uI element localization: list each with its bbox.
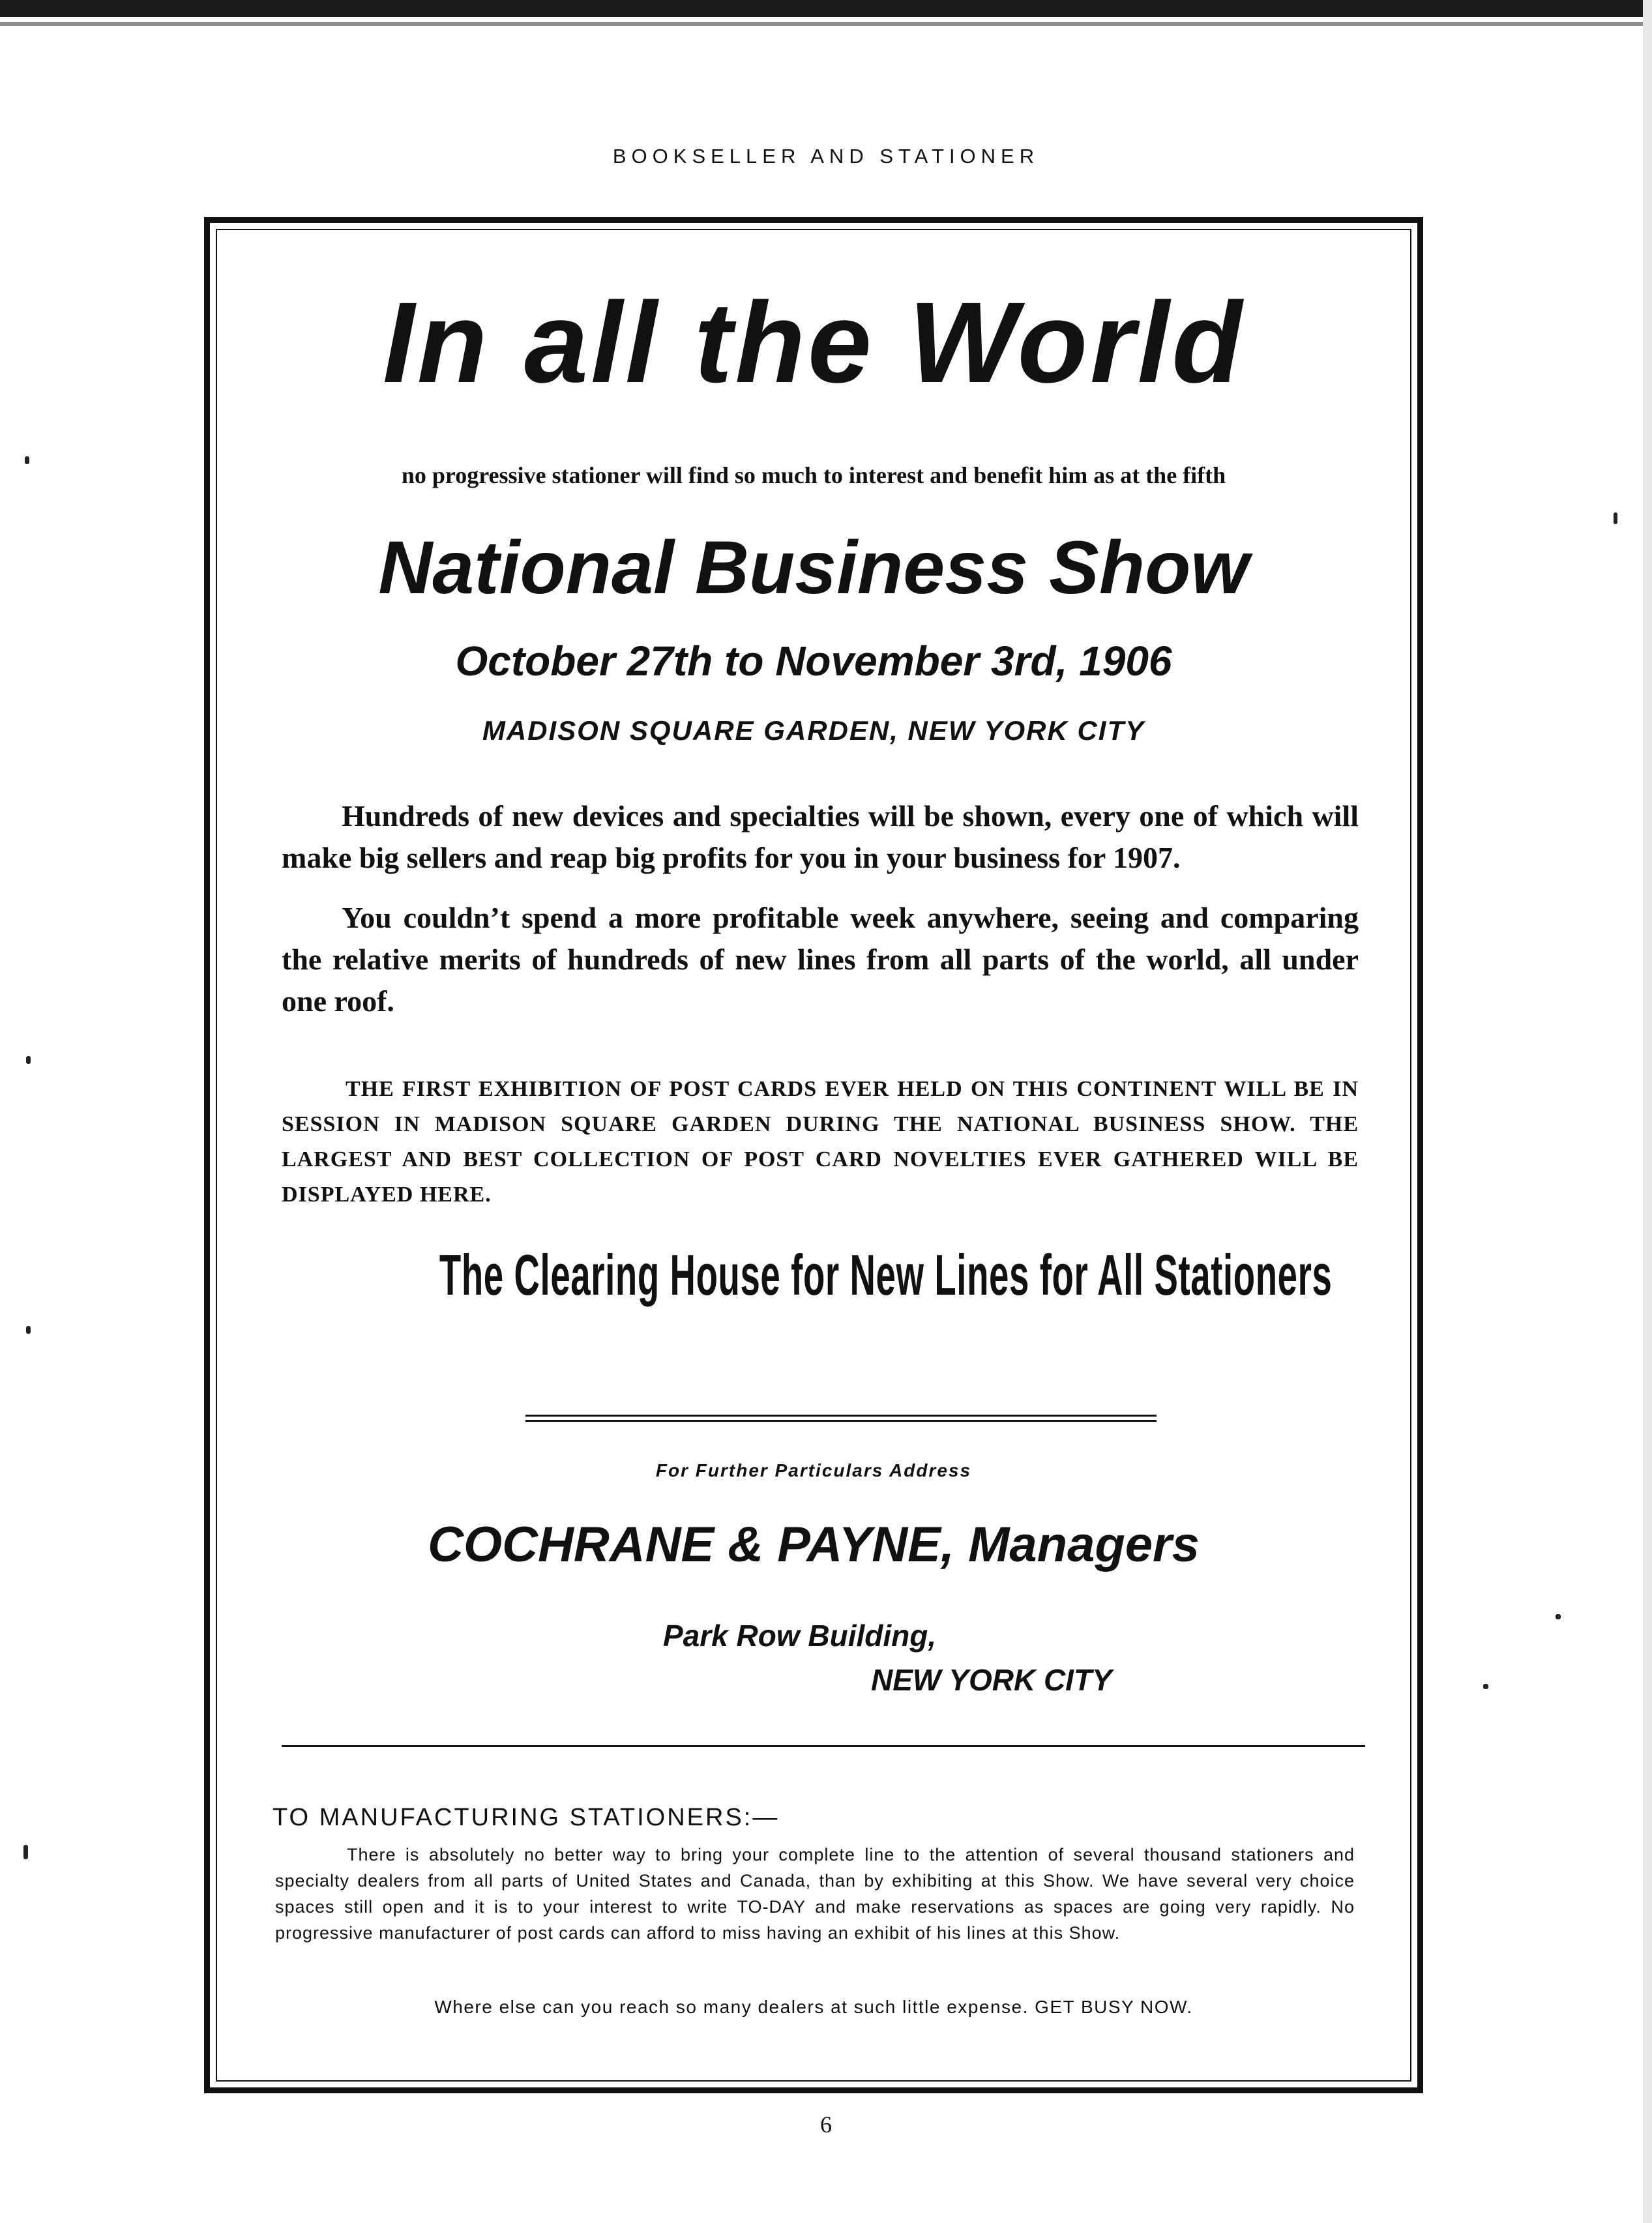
scan-speck: [26, 1056, 31, 1064]
scan-speck: [23, 1845, 28, 1859]
scan-speck: [1556, 1614, 1561, 1619]
address-line-1: Park Row Building,: [663, 1619, 937, 1653]
body-paragraph-2: You couldn’t spend a more profitable week anywhere, seeing and comparing the relative merits of hundreds of new lines from all parts of the world, all under one roof.: [282, 901, 1359, 1018]
advertisement-frame: [204, 217, 1423, 2093]
address-line-2: NEW YORK CITY: [871, 1663, 1112, 1697]
section-divider: [282, 1745, 1365, 1747]
subline: no progressive stationer will find so much to interest and benefit him as at the fifth: [401, 462, 1226, 488]
running-header: BOOKSELLER AND STATIONER: [612, 145, 1040, 168]
post-card-announcement: THE FIRST EXHIBITION OF POST CARDS EVER HELD ON THIS CONTINENT WILL BE IN SESSION IN MADISON SQUARE GARDEN DURING THE NATIONAL BUSINESS SHOW. THE LARGEST AND BEST COLLECTION OF POST CARD NOVELTIES EVER GATHERED WILL BE DISPLAYED HERE.: [282, 1077, 1359, 1207]
body-paragraph-1: Hundreds of new devices and specialties will be shown, every one of which will make big sellers and reap big profits for you in your business for 1907.: [282, 799, 1359, 874]
event-venue: MADISON SQUARE GARDEN, NEW YORK CITY: [482, 715, 1145, 746]
scan-top-rule: [0, 22, 1652, 26]
clearing-house-slogan: The Clearing House for New Lines for All Stationers: [439, 1243, 1333, 1307]
event-dates: October 27th to November 3rd, 1906: [455, 638, 1172, 685]
headline: In all the World: [382, 279, 1245, 407]
scan-right-edge: [1643, 0, 1652, 2223]
scan-speck: [26, 1326, 31, 1334]
closing-line: Where else can you reach so many dealers at such little expense. GET BUSY NOW.: [434, 1997, 1193, 2017]
page-number: 6: [820, 2112, 832, 2138]
scan-top-border: [0, 0, 1652, 17]
managers-name: COCHRANE & PAYNE, Managers: [428, 1517, 1200, 1572]
scan-speck: [1483, 1684, 1488, 1689]
further-particulars: For Further Particulars Address: [655, 1460, 972, 1480]
scan-speck: [25, 456, 29, 464]
scan-speck: [1614, 512, 1617, 524]
double-rule-divider: [525, 1415, 1157, 1422]
event-name: National Business Show: [378, 526, 1249, 610]
manufacturers-heading: TO MANUFACTURING STATIONERS:—: [273, 1804, 780, 1831]
manufacturers-paragraph: There is absolutely no better way to bring your complete line to the attention of several thousand stationers and specialty dealers from all parts of United States and Canada, than by exhibiting at this Show. We have several very choice spaces still open and it is to your interest to write TO-DAY and make reservations as spaces are going very rapidly. No progressive manufacturer of post cards can afford to miss having an exhibit of his lines at this Show.: [275, 1845, 1355, 1943]
